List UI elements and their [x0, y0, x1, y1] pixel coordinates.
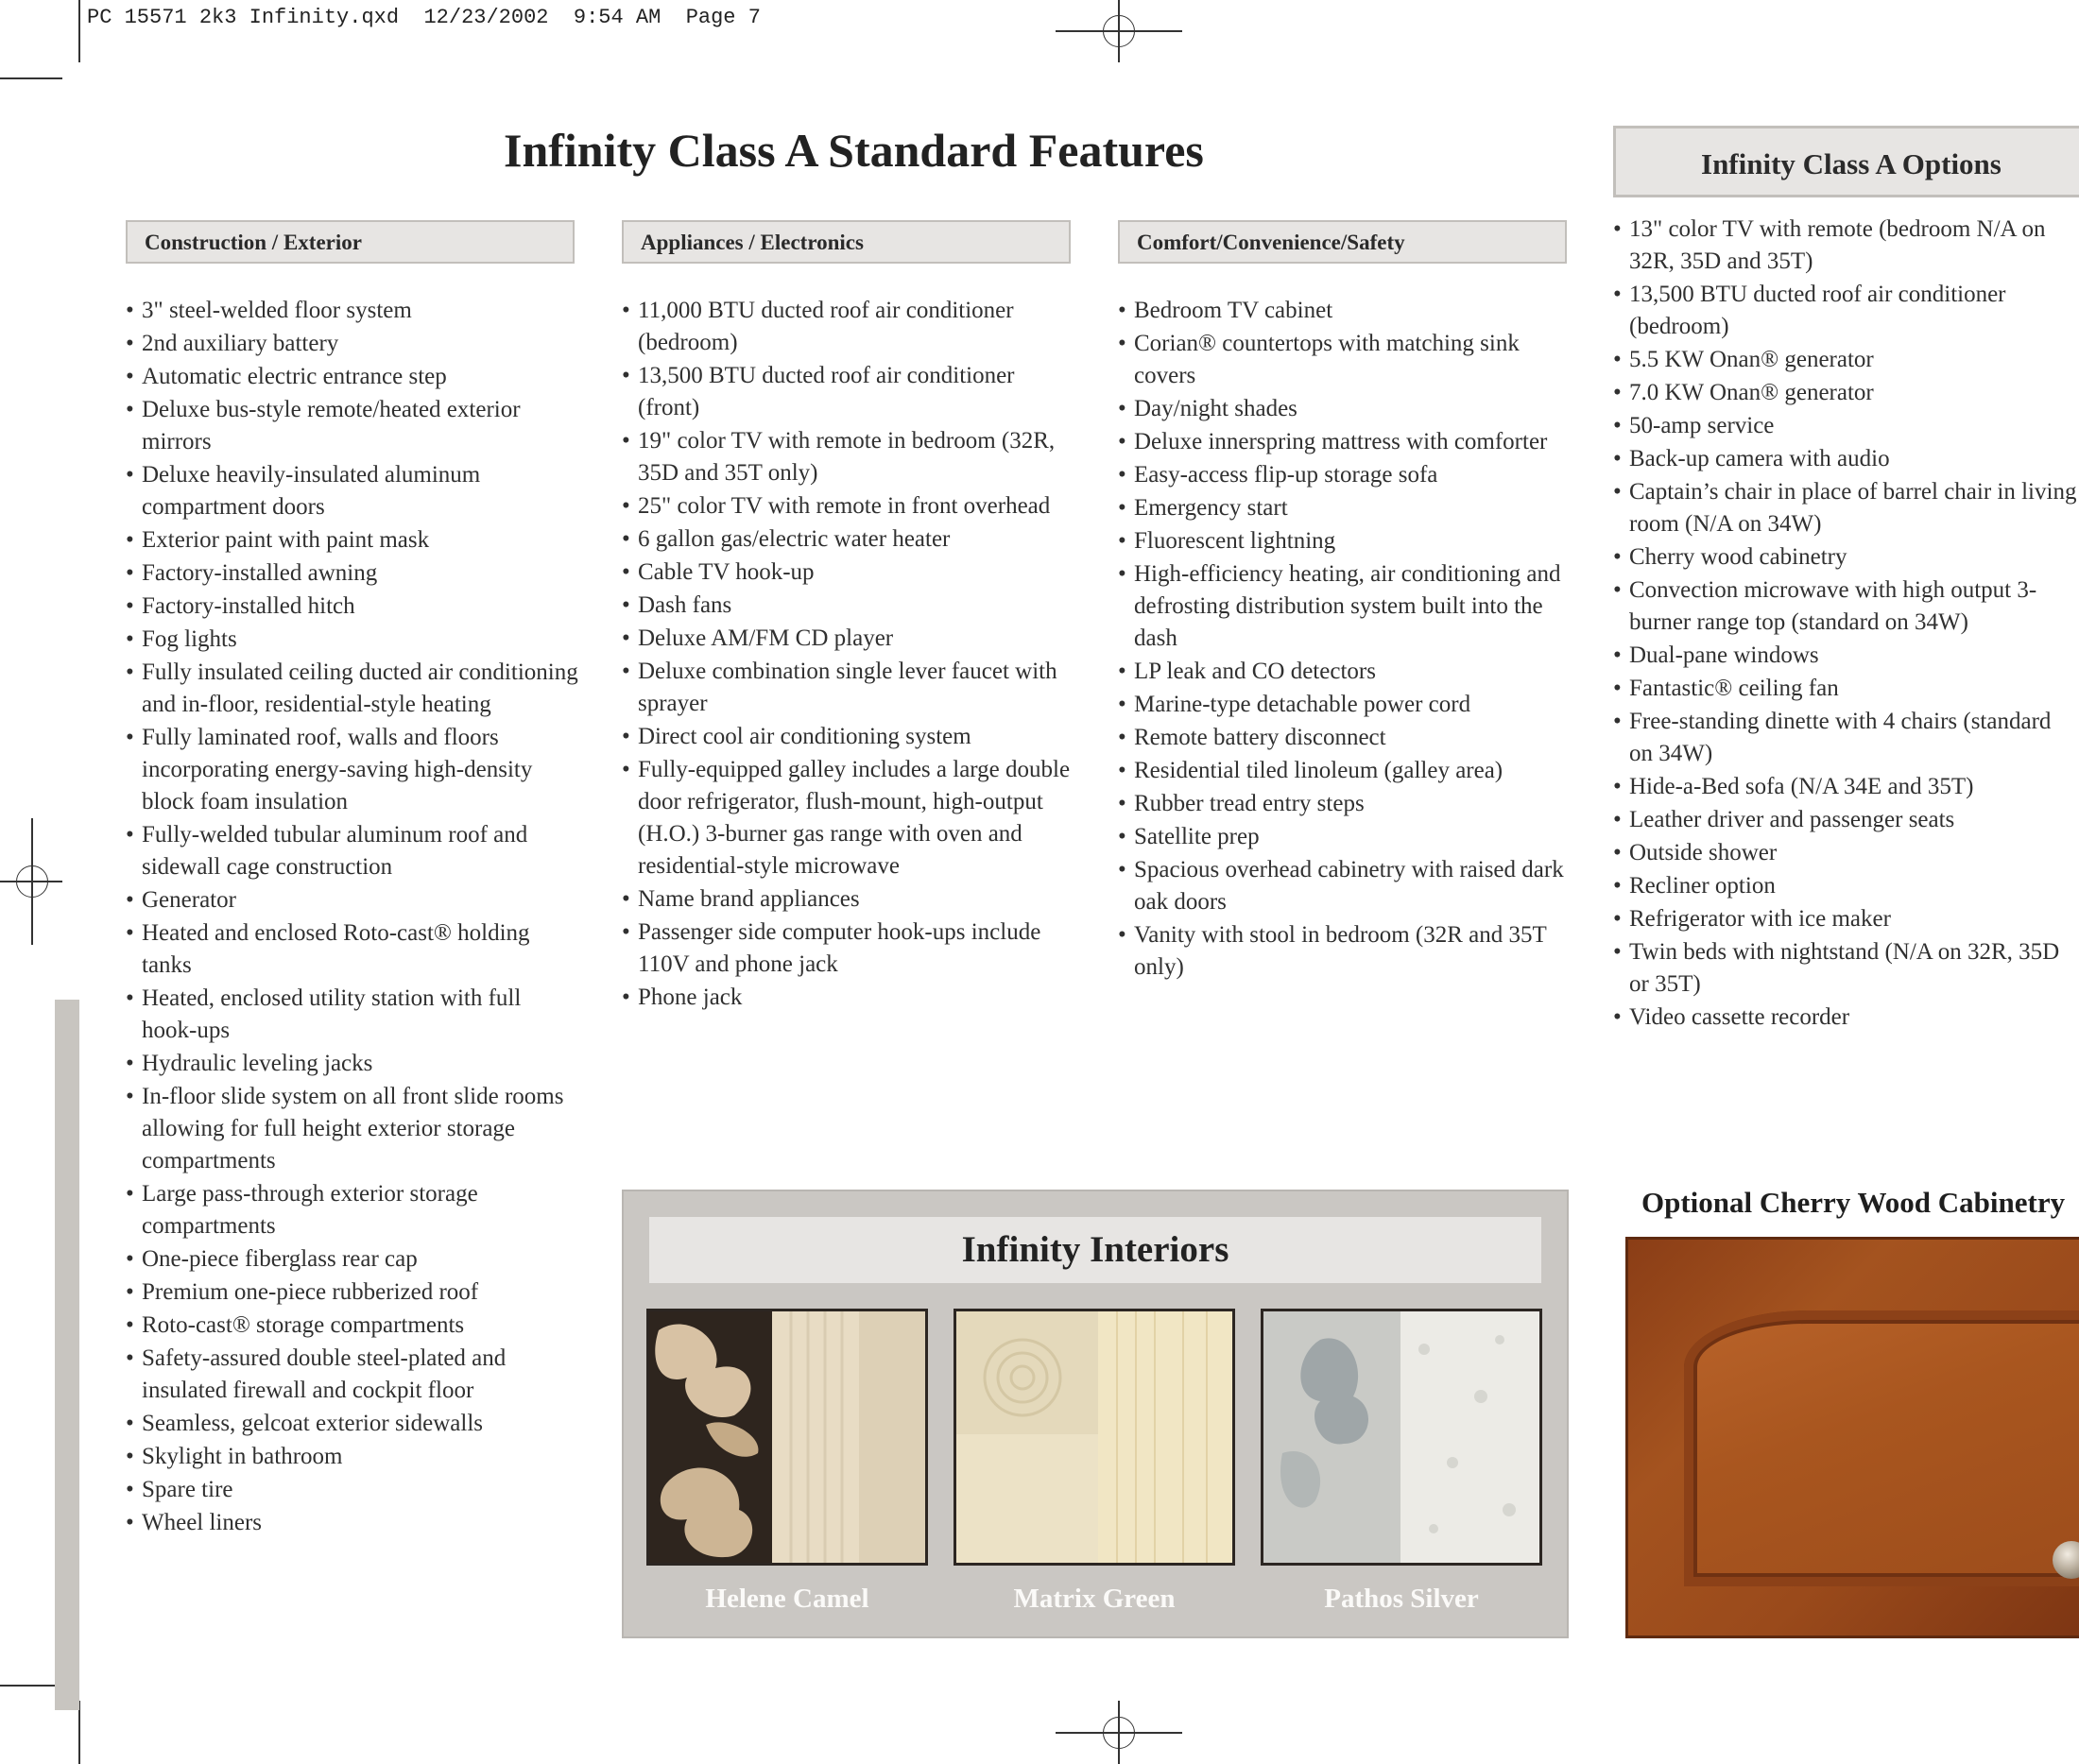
construction-exterior-item: • Generator	[126, 884, 579, 916]
comfort-convenience-safety-item: • Vanity with stool in bedroom (32R and 35T only)	[1118, 919, 1572, 984]
comfort-convenience-safety-item: • Marine-type detachable power cord	[1118, 689, 1572, 721]
page-edge-bar	[55, 1000, 79, 1710]
comfort-convenience-safety-item: • Fluorescent lightning	[1118, 525, 1572, 557]
appliances-electronics-list	[622, 295, 1075, 1015]
construction-exterior-item: • Heated, enclosed utility station with full hook-ups	[126, 983, 579, 1047]
construction-exterior-list	[126, 295, 579, 1540]
option-item: • Fantastic® ceiling fan	[1613, 673, 2079, 705]
swatch-helene-camel	[646, 1309, 928, 1566]
construction-exterior-item: • Premium one-piece rubberized roof	[126, 1276, 579, 1309]
construction-exterior-item: • Heated and enclosed Roto-cast® holding tanks	[126, 917, 579, 982]
construction-exterior-item: • Exterior paint with paint mask	[126, 524, 579, 557]
option-item: • 5.5 KW Onan® generator	[1613, 344, 2079, 376]
comfort-convenience-safety-item: • Deluxe innerspring mattress with comforter	[1118, 426, 1572, 458]
appliances-electronics-item: • Fully-equipped galley includes a large double door refrigerator, flush-mount, high-output (H.O.) 3-burner gas range with oven and residential-style microwave	[622, 754, 1075, 882]
cherry-cabinet-door-image	[1625, 1237, 2079, 1638]
heading-construction-exterior: Construction / Exterior	[126, 220, 575, 264]
construction-exterior-item: • Factory-installed hitch	[126, 591, 579, 623]
construction-exterior-item: • Spare tire	[126, 1474, 579, 1506]
construction-exterior-item: • Fog lights	[126, 624, 579, 656]
option-item: • Refrigerator with ice maker	[1613, 903, 2079, 935]
appliances-electronics-item: • Dash fans	[622, 590, 1075, 622]
appliances-electronics-item: • Deluxe combination single lever faucet with sprayer	[622, 656, 1075, 720]
registration-mark-left-circle	[16, 865, 48, 898]
construction-exterior-item: • Fully insulated ceiling ducted air conditioning and in-floor, residential-style heating	[126, 657, 579, 721]
registration-mark-bottom-circle	[1103, 1717, 1135, 1749]
pathos-silver-fabric-image	[1263, 1311, 1539, 1563]
option-item: • Captain’s chair in place of barrel chair in living room (N/A on 34W)	[1613, 476, 2079, 540]
interiors-box	[622, 1190, 1569, 1638]
construction-exterior-item: • One-piece fiberglass rear cap	[126, 1243, 579, 1276]
interiors-title: Infinity Interiors	[649, 1217, 1541, 1283]
construction-exterior-item: • Automatic electric entrance step	[126, 361, 579, 393]
option-item: • Outside shower	[1613, 837, 2079, 869]
comfort-convenience-safety-item: • Remote battery disconnect	[1118, 722, 1572, 754]
comfort-convenience-safety-item: • Rubber tread entry steps	[1118, 788, 1572, 820]
construction-exterior-item: • Hydraulic leveling jacks	[126, 1048, 579, 1080]
comfort-convenience-safety-item: • Easy-access flip-up storage sofa	[1118, 459, 1572, 491]
construction-exterior-item: • Seamless, gelcoat exterior sidewalls	[126, 1408, 579, 1440]
appliances-electronics-item: • Passenger side computer hook-ups include 110V and phone jack	[622, 916, 1075, 981]
matrix-green-fabric-image	[956, 1311, 1232, 1563]
construction-exterior-item: • Fully laminated roof, walls and floors incorporating energy-saving high-density block foam insulation	[126, 722, 579, 818]
crop-mark-bottom-left-h	[0, 1685, 62, 1687]
heading-appliances-electronics: Appliances / Electronics	[622, 220, 1071, 264]
option-item: • Hide-a-Bed sofa (N/A 34E and 35T)	[1613, 771, 2079, 803]
cherry-cabinetry-title: Optional Cherry Wood Cabinetry	[1641, 1186, 2066, 1219]
options-list	[1613, 214, 2079, 1035]
comfort-convenience-safety-item: • Emergency start	[1118, 492, 1572, 524]
comfort-convenience-safety-item: • High-efficiency heating, air conditioning and defrosting distribution system built into the dash	[1118, 558, 1572, 655]
option-item: • 7.0 KW Onan® generator	[1613, 377, 2079, 409]
appliances-electronics-item: • 19" color TV with remote in bedroom (32R, 35D and 35T only)	[622, 425, 1075, 489]
appliances-electronics-item: • 11,000 BTU ducted roof air conditioner (bedroom)	[622, 295, 1075, 359]
appliances-electronics-item: • 25" color TV with remote in front overhead	[622, 490, 1075, 522]
construction-exterior-item: • Deluxe bus-style remote/heated exterior mirrors	[126, 394, 579, 458]
registration-mark-top-circle	[1103, 15, 1135, 47]
appliances-electronics-item: • Name brand appliances	[622, 883, 1075, 916]
comfort-convenience-safety-list	[1118, 295, 1572, 985]
option-item: • 50-amp service	[1613, 410, 2079, 442]
appliances-electronics-item: • Phone jack	[622, 982, 1075, 1014]
option-item: • Back-up camera with audio	[1613, 443, 2079, 475]
swatch-label-helene-camel: Helene Camel	[705, 1584, 869, 1614]
options-heading: Infinity Class A Options	[1613, 126, 2079, 197]
option-item: • Dual-pane windows	[1613, 640, 2079, 672]
construction-exterior-item: • 2nd auxiliary battery	[126, 328, 579, 360]
file-slug: PC 15571 2k3 Infinity.qxd 12/23/2002 9:54 AM Page 7	[87, 6, 761, 29]
comfort-convenience-safety-item: • Corian® countertops with matching sink covers	[1118, 328, 1572, 392]
construction-exterior-item: • 3" steel-welded floor system	[126, 295, 579, 327]
option-item: • 13,500 BTU ducted roof air conditioner (bedroom)	[1613, 279, 2079, 343]
construction-exterior-item: • Factory-installed awning	[126, 557, 579, 590]
comfort-convenience-safety-item: • LP leak and CO detectors	[1118, 656, 1572, 688]
option-item: • Free-standing dinette with 4 chairs (standard on 34W)	[1613, 706, 2079, 770]
cabinet-raised-panel	[1684, 1310, 2079, 1586]
comfort-convenience-safety-item: • Bedroom TV cabinet	[1118, 295, 1572, 327]
comfort-convenience-safety-item: • Spacious overhead cabinetry with raised dark oak doors	[1118, 854, 1572, 918]
crop-mark-bottom-left-v	[78, 1701, 80, 1764]
option-item: • Cherry wood cabinetry	[1613, 541, 2079, 574]
construction-exterior-item: • In-floor slide system on all front slide rooms allowing for full height exterior storage compartments	[126, 1081, 579, 1177]
option-item: • Recliner option	[1613, 870, 2079, 902]
appliances-electronics-item: • 6 gallon gas/electric water heater	[622, 523, 1075, 556]
option-item: • 13" color TV with remote (bedroom N/A on 32R, 35D and 35T)	[1613, 214, 2079, 278]
comfort-convenience-safety-item: • Satellite prep	[1118, 821, 1572, 853]
crop-mark-top-left-v	[78, 0, 80, 62]
construction-exterior-item: • Fully-welded tubular aluminum roof and sidewall cage construction	[126, 819, 579, 883]
helene-camel-fabric-image	[649, 1311, 925, 1563]
option-item: • Twin beds with nightstand (N/A on 32R, 35D or 35T)	[1613, 936, 2079, 1001]
construction-exterior-item: • Large pass-through exterior storage compartments	[126, 1178, 579, 1242]
option-item: • Convection microwave with high output 3-burner range top (standard on 34W)	[1613, 574, 2079, 639]
appliances-electronics-item: • Cable TV hook-up	[622, 557, 1075, 589]
comfort-convenience-safety-item: • Day/night shades	[1118, 393, 1572, 425]
construction-exterior-item: • Wheel liners	[126, 1507, 579, 1539]
construction-exterior-item: • Roto-cast® storage compartments	[126, 1310, 579, 1342]
construction-exterior-item: • Deluxe heavily-insulated aluminum compartment doors	[126, 459, 579, 523]
construction-exterior-item: • Skylight in bathroom	[126, 1441, 579, 1473]
option-item: • Leather driver and passenger seats	[1613, 804, 2079, 836]
appliances-electronics-item: • 13,500 BTU ducted roof air conditioner (front)	[622, 360, 1075, 424]
option-item: • Video cassette recorder	[1613, 1002, 2079, 1034]
swatch-pathos-silver	[1261, 1309, 1542, 1566]
heading-comfort-convenience-safety: Comfort/Convenience/Safety	[1118, 220, 1567, 264]
crop-mark-top-left-h	[0, 77, 62, 79]
appliances-electronics-item: • Deluxe AM/FM CD player	[622, 623, 1075, 655]
swatch-label-matrix-green: Matrix Green	[1013, 1584, 1176, 1614]
appliances-electronics-item: • Direct cool air conditioning system	[622, 721, 1075, 753]
comfort-convenience-safety-item: • Residential tiled linoleum (galley area)	[1118, 755, 1572, 787]
swatch-matrix-green	[954, 1309, 1235, 1566]
page-title: Infinity Class A Standard Features	[504, 124, 1204, 177]
construction-exterior-item: • Safety-assured double steel-plated and insulated firewall and cockpit floor	[126, 1343, 579, 1407]
swatch-label-pathos-silver: Pathos Silver	[1324, 1584, 1479, 1614]
